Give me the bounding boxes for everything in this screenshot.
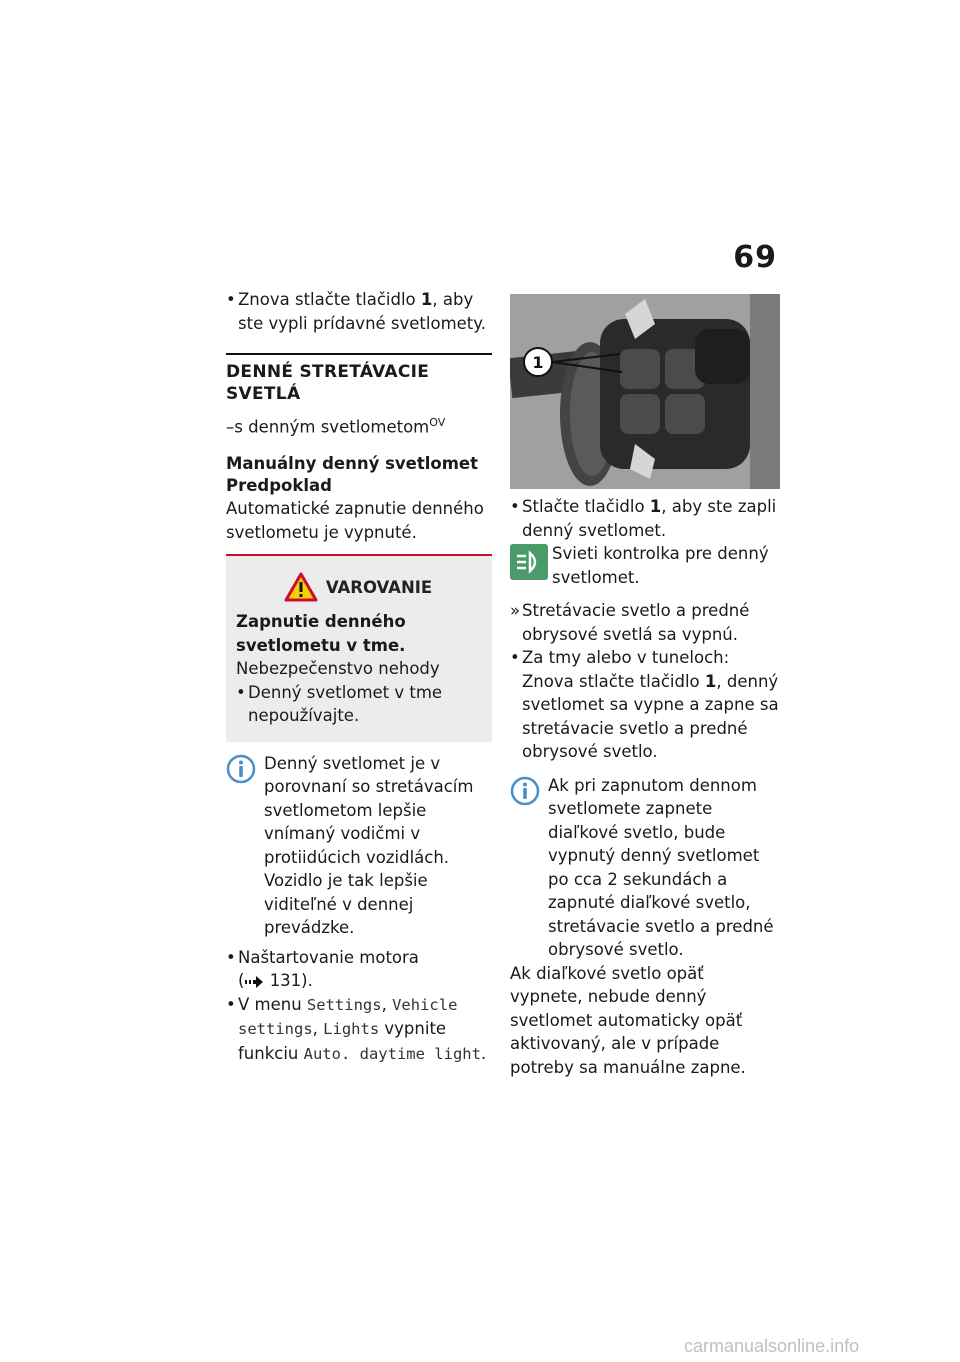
info-icon bbox=[510, 776, 540, 808]
prereq-text: Automatické zapnutie denného svetlometu je vypnuté. bbox=[226, 499, 484, 542]
info-note-right bbox=[510, 774, 780, 962]
section-subtitle: –s denným svetlometom$^{OV}$ bbox=[226, 416, 446, 437]
warning-title: VAROVANIE bbox=[325, 577, 433, 597]
tunnel-instruction: Znova stlačte tlačidlo 1, denný svetlomet sa vypne a zapne sa stretávacie svetlo a predné obrysové svetlo. bbox=[522, 671, 779, 761]
result-text: » Stretávacie svetlo a predné obrysové svetlá sa vypnú. bbox=[510, 599, 780, 646]
indicator-note bbox=[510, 542, 780, 589]
watermark: carmanualsonline.info bbox=[684, 1336, 860, 1356]
high-beam-note: Ak diaľkové svetlo opäť vypnete, nebude denný svetlomet automaticky opäť aktivovaný, ale v prípade potreby sa manuálne zapne. bbox=[510, 963, 746, 1077]
photo-callout-1: 1 bbox=[532, 353, 544, 372]
right-column bbox=[510, 294, 780, 1079]
warning-box bbox=[226, 554, 492, 742]
prereq-heading: Predpoklad bbox=[226, 476, 332, 495]
bullet-press-button: • Stlačte tlačidlo 1, aby ste zapli denný svetlomet. bbox=[510, 495, 780, 542]
daytime-light-indicator-icon bbox=[510, 544, 548, 580]
section-rule bbox=[226, 353, 492, 355]
bullet-menu-settings: • V menu Settings, Vehicle settings, Lights vypnite funkciu Auto. daytime light. bbox=[226, 993, 492, 1067]
info-text-left: Denný svetlomet je v porovnaní so stretávacím svetlometom lepšie vnímaný vodičmi v protiidúcich vozidlách. Vozidlo je tak lepšie viditeľné v dennej prevádzke. bbox=[264, 753, 474, 937]
section-heading: DENNÉ STRETÁVACIE SVETLÁ bbox=[226, 362, 430, 404]
info-note-left bbox=[226, 752, 492, 940]
info-text-right: Ak pri zapnutom dennom svetlomete zapnete diaľkové svetlo, bude vypnutý denný svetlomet po cca 2 sekundách a zapnuté diaľkové svetlo, stretávacie svetlo a predné obrysové svetlo. bbox=[548, 775, 774, 959]
handlebar-switch-photo bbox=[510, 294, 780, 489]
page-number: 69 bbox=[733, 240, 777, 275]
bullet-turn-off-aux: • Znova stlačte tlačidlo 1, aby ste vypli prídavné svetlomety. bbox=[226, 288, 492, 335]
page-ref-arrow-icon bbox=[244, 976, 264, 988]
warning-triangle-icon bbox=[284, 572, 318, 602]
warning-bullet: • Denný svetlomet v tme nepoužívajte. bbox=[236, 681, 484, 728]
bullet-start-engine: • Naštartovanie motora ( 131). bbox=[226, 946, 492, 993]
warning-bold: Zapnutie denného svetlometu v tme. bbox=[236, 612, 406, 655]
warning-text: Nebezpečenstvo nehody bbox=[236, 659, 440, 678]
indicator-text: Svieti kontrolka pre denný svetlomet. bbox=[552, 544, 769, 587]
left-column bbox=[226, 288, 492, 1066]
bullet-dark-tunnel: • Za tmy alebo v tuneloch: bbox=[510, 646, 780, 670]
info-icon bbox=[226, 754, 256, 786]
manual-heading: Manuálny denný svetlomet bbox=[226, 454, 478, 473]
